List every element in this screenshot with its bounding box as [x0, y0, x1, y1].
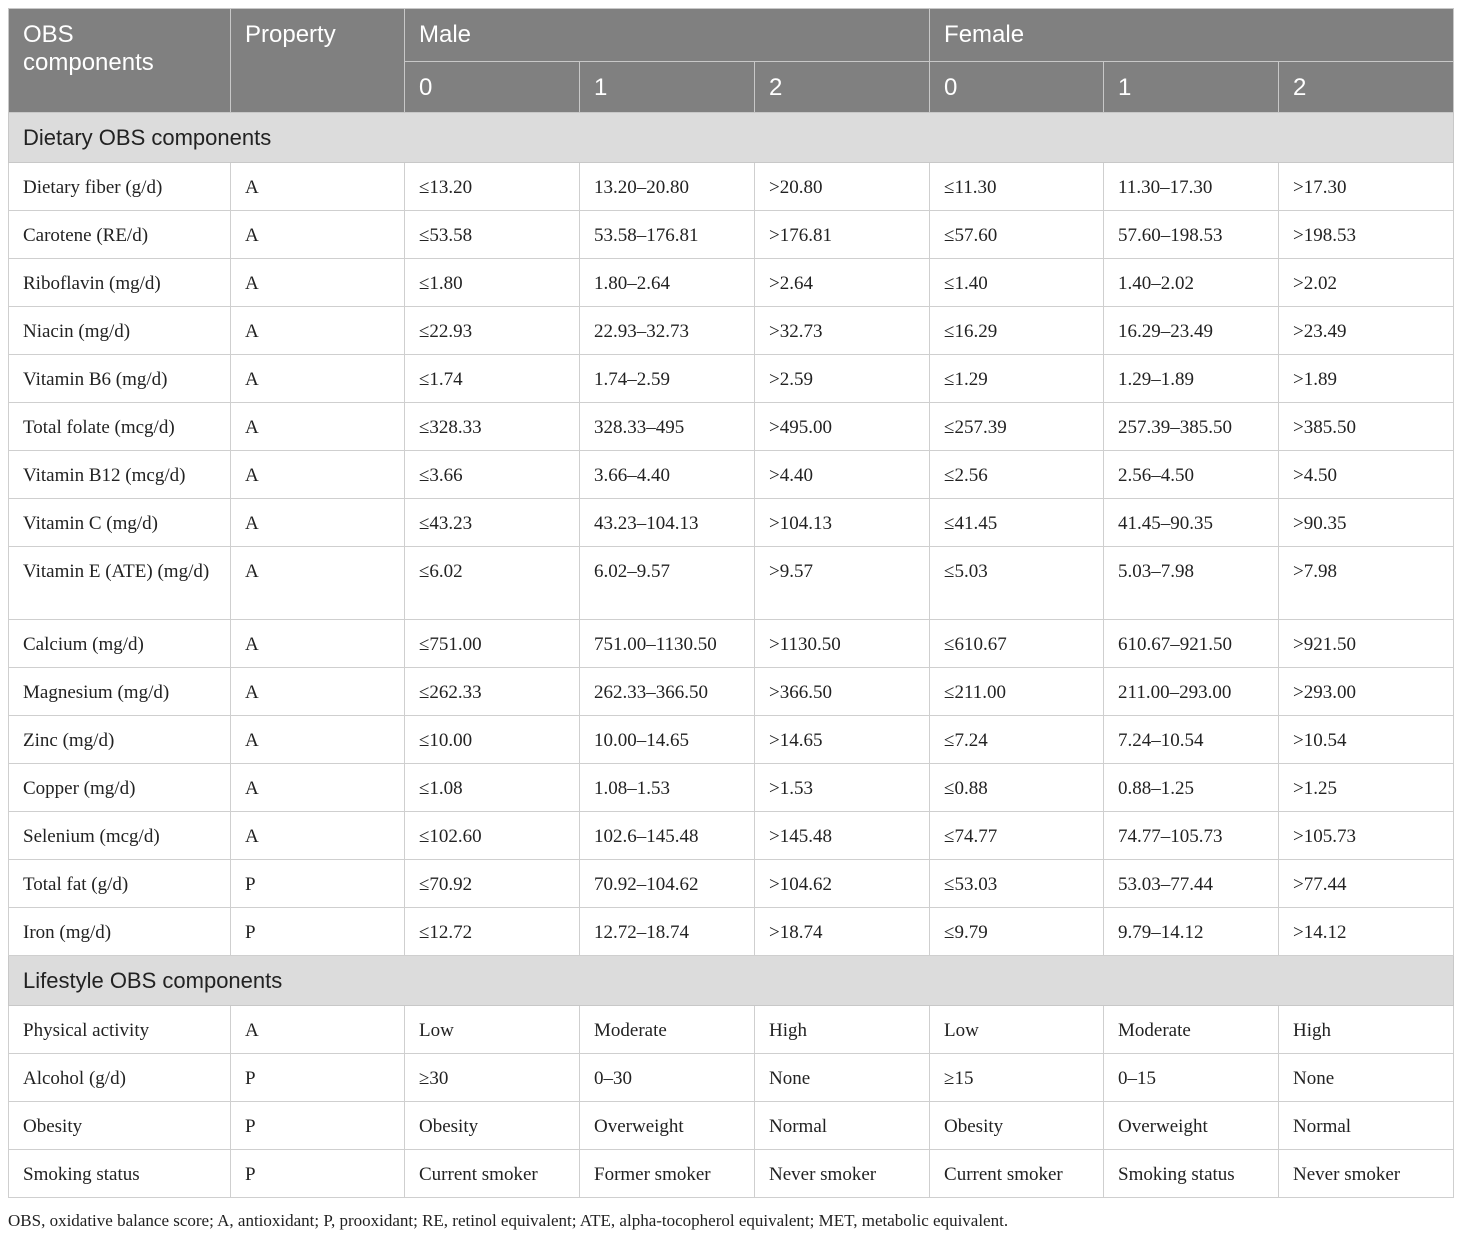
male-score-1-cell: Moderate — [580, 1006, 755, 1054]
component-name-cell: Vitamin C (mg/d) — [9, 499, 231, 547]
female-score-0-cell: ≤610.67 — [930, 620, 1104, 668]
header-score-male-0: 0 — [405, 62, 580, 113]
male-score-2-cell: >495.00 — [755, 403, 930, 451]
property-cell: A — [231, 668, 405, 716]
female-score-0-cell: ≤41.45 — [930, 499, 1104, 547]
section-row — [9, 113, 1454, 163]
female-score-2-cell: High — [1279, 1006, 1454, 1054]
property-cell: A — [231, 355, 405, 403]
property-cell: A — [231, 812, 405, 860]
male-score-0-cell: ≤1.80 — [405, 259, 580, 307]
header-female: Female — [930, 9, 1454, 62]
male-score-0-cell: ≤70.92 — [405, 860, 580, 908]
property-cell: P — [231, 1054, 405, 1102]
male-score-2-cell: >32.73 — [755, 307, 930, 355]
female-score-2-cell: Normal — [1279, 1102, 1454, 1150]
header-male: Male — [405, 9, 930, 62]
section-title: Lifestyle OBS components — [9, 956, 1454, 1006]
female-score-1-cell: 610.67–921.50 — [1104, 620, 1279, 668]
obs-components-table — [8, 8, 1454, 1198]
female-score-1-cell: 41.45–90.35 — [1104, 499, 1279, 547]
component-name-cell: Riboflavin (mg/d) — [9, 259, 231, 307]
property-cell: A — [231, 1006, 405, 1054]
female-score-2-cell: >77.44 — [1279, 860, 1454, 908]
header-obs-components: OBS components — [9, 9, 231, 113]
male-score-2-cell: >1130.50 — [755, 620, 930, 668]
header-property: Property — [231, 9, 405, 113]
male-score-2-cell: >104.13 — [755, 499, 930, 547]
component-name-cell: Vitamin B12 (mcg/d) — [9, 451, 231, 499]
female-score-0-cell: Low — [930, 1006, 1104, 1054]
table-row — [9, 812, 1454, 860]
table-body — [9, 113, 1454, 1198]
male-score-1-cell: 0–30 — [580, 1054, 755, 1102]
male-score-2-cell: None — [755, 1054, 930, 1102]
male-score-2-cell: >104.62 — [755, 860, 930, 908]
female-score-0-cell: ≤211.00 — [930, 668, 1104, 716]
female-score-0-cell: ≤7.24 — [930, 716, 1104, 764]
female-score-0-cell: ≤5.03 — [930, 547, 1104, 620]
female-score-2-cell: >10.54 — [1279, 716, 1454, 764]
male-score-2-cell: >20.80 — [755, 163, 930, 211]
female-score-0-cell: ≤11.30 — [930, 163, 1104, 211]
female-score-0-cell: ≤9.79 — [930, 908, 1104, 956]
female-score-0-cell: ≤57.60 — [930, 211, 1104, 259]
component-name-cell: Total folate (mcg/d) — [9, 403, 231, 451]
table-row — [9, 1102, 1454, 1150]
component-name-cell: Smoking status — [9, 1150, 231, 1198]
table-row — [9, 499, 1454, 547]
header-row-groups — [9, 9, 1454, 62]
male-score-0-cell: Current smoker — [405, 1150, 580, 1198]
table-row — [9, 716, 1454, 764]
male-score-1-cell: 262.33–366.50 — [580, 668, 755, 716]
male-score-2-cell: Normal — [755, 1102, 930, 1150]
header-score-male-2: 2 — [755, 62, 930, 113]
component-name-cell: Carotene (RE/d) — [9, 211, 231, 259]
female-score-1-cell: 7.24–10.54 — [1104, 716, 1279, 764]
male-score-1-cell: 70.92–104.62 — [580, 860, 755, 908]
female-score-2-cell: >1.25 — [1279, 764, 1454, 812]
female-score-2-cell: >90.35 — [1279, 499, 1454, 547]
male-score-0-cell: ≤751.00 — [405, 620, 580, 668]
male-score-0-cell: ≤22.93 — [405, 307, 580, 355]
table-row — [9, 451, 1454, 499]
female-score-1-cell: 211.00–293.00 — [1104, 668, 1279, 716]
male-score-0-cell: Low — [405, 1006, 580, 1054]
table-row — [9, 355, 1454, 403]
male-score-2-cell: >4.40 — [755, 451, 930, 499]
female-score-2-cell: >198.53 — [1279, 211, 1454, 259]
male-score-0-cell: ≤3.66 — [405, 451, 580, 499]
female-score-1-cell: 57.60–198.53 — [1104, 211, 1279, 259]
male-score-1-cell: Overweight — [580, 1102, 755, 1150]
component-name-cell: Dietary fiber (g/d) — [9, 163, 231, 211]
property-cell: A — [231, 211, 405, 259]
property-cell: A — [231, 547, 405, 620]
component-name-cell: Zinc (mg/d) — [9, 716, 231, 764]
female-score-1-cell: 2.56–4.50 — [1104, 451, 1279, 499]
table-row — [9, 668, 1454, 716]
female-score-0-cell: ≤1.29 — [930, 355, 1104, 403]
female-score-2-cell: >1.89 — [1279, 355, 1454, 403]
female-score-0-cell: ≤2.56 — [930, 451, 1104, 499]
component-name-cell: Calcium (mg/d) — [9, 620, 231, 668]
male-score-0-cell: ≤6.02 — [405, 547, 580, 620]
table-footnote: OBS, oxidative balance score; A, antioxidant; P, prooxidant; RE, retinol equivalent; ATE, alpha-tocopherol equivalent; MET, metabolic equivalent. — [8, 1211, 1009, 1230]
female-score-2-cell: >921.50 — [1279, 620, 1454, 668]
table-row — [9, 163, 1454, 211]
table-row — [9, 1006, 1454, 1054]
table-row — [9, 1150, 1454, 1198]
section-title: Dietary OBS components — [9, 113, 1454, 163]
component-name-cell: Obesity — [9, 1102, 231, 1150]
female-score-2-cell: >2.02 — [1279, 259, 1454, 307]
female-score-0-cell: ≤257.39 — [930, 403, 1104, 451]
header-score-male-1: 1 — [580, 62, 755, 113]
property-cell: A — [231, 499, 405, 547]
male-score-0-cell: ≤10.00 — [405, 716, 580, 764]
female-score-1-cell: Smoking status — [1104, 1150, 1279, 1198]
female-score-0-cell: Obesity — [930, 1102, 1104, 1150]
female-score-1-cell: 0–15 — [1104, 1054, 1279, 1102]
component-name-cell: Selenium (mcg/d) — [9, 812, 231, 860]
male-score-1-cell: 328.33–495 — [580, 403, 755, 451]
male-score-2-cell: >145.48 — [755, 812, 930, 860]
table-row — [9, 620, 1454, 668]
female-score-2-cell: >17.30 — [1279, 163, 1454, 211]
obs-table-container — [8, 8, 1453, 1198]
male-score-1-cell: 1.08–1.53 — [580, 764, 755, 812]
male-score-2-cell: >176.81 — [755, 211, 930, 259]
male-score-1-cell: 12.72–18.74 — [580, 908, 755, 956]
table-row — [9, 1054, 1454, 1102]
table-row — [9, 259, 1454, 307]
male-score-2-cell: Never smoker — [755, 1150, 930, 1198]
table-row — [9, 764, 1454, 812]
property-cell: A — [231, 403, 405, 451]
female-score-1-cell: 0.88–1.25 — [1104, 764, 1279, 812]
female-score-1-cell: 53.03–77.44 — [1104, 860, 1279, 908]
male-score-0-cell: Obesity — [405, 1102, 580, 1150]
property-cell: P — [231, 860, 405, 908]
male-score-0-cell: ≤1.08 — [405, 764, 580, 812]
female-score-2-cell: >14.12 — [1279, 908, 1454, 956]
female-score-0-cell: ≤74.77 — [930, 812, 1104, 860]
component-name-cell: Magnesium (mg/d) — [9, 668, 231, 716]
male-score-2-cell: >9.57 — [755, 547, 930, 620]
property-cell: P — [231, 1102, 405, 1150]
component-name-cell: Alcohol (g/d) — [9, 1054, 231, 1102]
female-score-2-cell: None — [1279, 1054, 1454, 1102]
male-score-1-cell: 10.00–14.65 — [580, 716, 755, 764]
table-row — [9, 307, 1454, 355]
male-score-0-cell: ≤1.74 — [405, 355, 580, 403]
table-row — [9, 547, 1454, 620]
female-score-1-cell: 9.79–14.12 — [1104, 908, 1279, 956]
male-score-1-cell: 22.93–32.73 — [580, 307, 755, 355]
female-score-1-cell: Overweight — [1104, 1102, 1279, 1150]
female-score-1-cell: 1.40–2.02 — [1104, 259, 1279, 307]
female-score-0-cell: ≤53.03 — [930, 860, 1104, 908]
male-score-1-cell: 53.58–176.81 — [580, 211, 755, 259]
property-cell: A — [231, 620, 405, 668]
property-cell: A — [231, 764, 405, 812]
component-name-cell: Physical activity — [9, 1006, 231, 1054]
female-score-1-cell: 257.39–385.50 — [1104, 403, 1279, 451]
component-name-cell: Vitamin E (ATE) (mg/d) — [9, 547, 231, 620]
male-score-0-cell: ≤43.23 — [405, 499, 580, 547]
component-name-cell: Vitamin B6 (mg/d) — [9, 355, 231, 403]
component-name-cell: Niacin (mg/d) — [9, 307, 231, 355]
male-score-0-cell: ≤262.33 — [405, 668, 580, 716]
male-score-2-cell: >366.50 — [755, 668, 930, 716]
component-name-cell: Iron (mg/d) — [9, 908, 231, 956]
male-score-1-cell: Former smoker — [580, 1150, 755, 1198]
male-score-1-cell: 102.6–145.48 — [580, 812, 755, 860]
property-cell: P — [231, 908, 405, 956]
male-score-1-cell: 6.02–9.57 — [580, 547, 755, 620]
property-cell: A — [231, 163, 405, 211]
female-score-2-cell: >105.73 — [1279, 812, 1454, 860]
male-score-1-cell: 3.66–4.40 — [580, 451, 755, 499]
male-score-0-cell: ≤13.20 — [405, 163, 580, 211]
male-score-0-cell: ≥30 — [405, 1054, 580, 1102]
property-cell: A — [231, 307, 405, 355]
male-score-1-cell: 43.23–104.13 — [580, 499, 755, 547]
table-row — [9, 908, 1454, 956]
female-score-0-cell: Current smoker — [930, 1150, 1104, 1198]
female-score-1-cell: 16.29–23.49 — [1104, 307, 1279, 355]
header-score-female-1: 1 — [1104, 62, 1279, 113]
header-score-female-0: 0 — [930, 62, 1104, 113]
male-score-2-cell: >1.53 — [755, 764, 930, 812]
female-score-2-cell: >7.98 — [1279, 547, 1454, 620]
female-score-0-cell: ≥15 — [930, 1054, 1104, 1102]
male-score-1-cell: 1.74–2.59 — [580, 355, 755, 403]
female-score-2-cell: >293.00 — [1279, 668, 1454, 716]
property-cell: P — [231, 1150, 405, 1198]
female-score-2-cell: >4.50 — [1279, 451, 1454, 499]
female-score-2-cell: Never smoker — [1279, 1150, 1454, 1198]
component-name-cell: Copper (mg/d) — [9, 764, 231, 812]
table-row — [9, 860, 1454, 908]
property-cell: A — [231, 451, 405, 499]
male-score-0-cell: ≤102.60 — [405, 812, 580, 860]
header-score-female-2: 2 — [1279, 62, 1454, 113]
table-row — [9, 211, 1454, 259]
male-score-1-cell: 1.80–2.64 — [580, 259, 755, 307]
female-score-2-cell: >385.50 — [1279, 403, 1454, 451]
female-score-2-cell: >23.49 — [1279, 307, 1454, 355]
property-cell: A — [231, 259, 405, 307]
female-score-0-cell: ≤1.40 — [930, 259, 1104, 307]
female-score-1-cell: 1.29–1.89 — [1104, 355, 1279, 403]
male-score-1-cell: 13.20–20.80 — [580, 163, 755, 211]
male-score-2-cell: >2.59 — [755, 355, 930, 403]
male-score-0-cell: ≤328.33 — [405, 403, 580, 451]
property-cell: A — [231, 716, 405, 764]
male-score-0-cell: ≤12.72 — [405, 908, 580, 956]
male-score-2-cell: >2.64 — [755, 259, 930, 307]
section-row — [9, 956, 1454, 1006]
table-header — [9, 9, 1454, 113]
male-score-2-cell: >18.74 — [755, 908, 930, 956]
female-score-1-cell: 74.77–105.73 — [1104, 812, 1279, 860]
table-row — [9, 403, 1454, 451]
female-score-1-cell: 5.03–7.98 — [1104, 547, 1279, 620]
female-score-1-cell: 11.30–17.30 — [1104, 163, 1279, 211]
male-score-1-cell: 751.00–1130.50 — [580, 620, 755, 668]
component-name-cell: Total fat (g/d) — [9, 860, 231, 908]
female-score-0-cell: ≤16.29 — [930, 307, 1104, 355]
male-score-2-cell: High — [755, 1006, 930, 1054]
male-score-2-cell: >14.65 — [755, 716, 930, 764]
female-score-0-cell: ≤0.88 — [930, 764, 1104, 812]
female-score-1-cell: Moderate — [1104, 1006, 1279, 1054]
male-score-0-cell: ≤53.58 — [405, 211, 580, 259]
